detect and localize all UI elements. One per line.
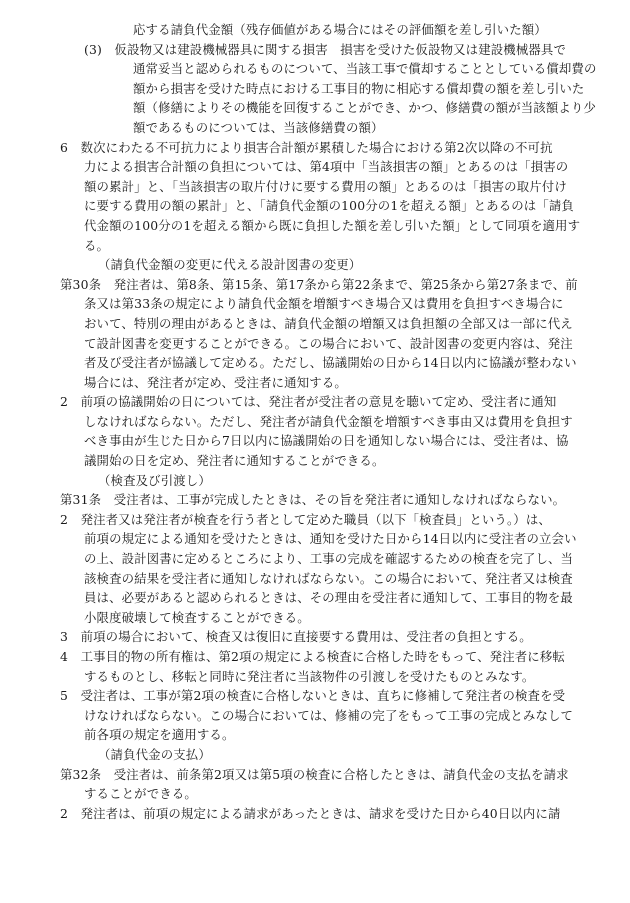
paragraph-continuation-line: 額（修繕によりその機能を回復することができ、かつ、修繕費の額が当該額より少 bbox=[133, 100, 597, 116]
paragraph-first-line: 2 発注者は、前項の規定による請求があったときは、請求を受けた日から40日以内に請 bbox=[60, 805, 561, 821]
paragraph-first-line: 4 工事目的物の所有権は、第2項の規定による検査に合格した時をもって、発注者に移転 bbox=[60, 649, 565, 664]
paragraph-first-line: （請負代金額の変更に代える設計図書の変更） bbox=[98, 257, 362, 273]
paragraph-continuation-line: (3) 仮設物又は建設機械器具に関する損害 損害を受けた仮設物又は建設機械器具で bbox=[84, 41, 567, 57]
paragraph-continuation-line: 額であるものについては、当該修繕費の額） bbox=[133, 119, 384, 135]
paragraph-continuation-line: おいて、特別の理由があるときは、請負代金額の増額又は負担額の全部又は一部に代え bbox=[84, 315, 573, 331]
paragraph-continuation-line: べき事由が生じた日から7日以内に協議開始の日を通知しない場合には、受注者は、協 bbox=[84, 433, 569, 449]
paragraph-continuation-line: 者及び受注者が協議して定める。ただし、協議開始の日から14日以内に協議が整わない bbox=[84, 355, 577, 371]
paragraph-continuation-line: 前各項の規定を適用する。 bbox=[84, 727, 235, 743]
paragraph-continuation-line: 議開始の日を定め、発注者に通知することができる。 bbox=[84, 453, 385, 469]
text-block bbox=[60, 510, 620, 628]
paragraph-first-line: 2 前項の協議開始の日については、発注者が受注者の意見を聴いて定め、受注者に通知 bbox=[60, 394, 557, 410]
text-block bbox=[60, 20, 620, 138]
paragraph-continuation-line: 力による損害合計額の負担については、第4項中「当該損害の額」とあるのは「損害の bbox=[84, 159, 569, 175]
paragraph-continuation-line: 員は、必要があると認められるときは、その理由を受注者に通知して、工事目的物を最 bbox=[84, 590, 573, 606]
text-block bbox=[60, 275, 620, 393]
paragraph-continuation-line: けなければならない。この場合においては、修補の完了をもって工事の完成とみなして bbox=[84, 707, 574, 723]
paragraph-continuation-line: る。 bbox=[84, 237, 110, 253]
paragraph-continuation-line: 小限度破壊して検査することができる。 bbox=[84, 609, 310, 625]
paragraph-continuation-line: 額の累計」と、「当該損害の取片付けに要する費用の額」とあるのは「損害の取片付け bbox=[84, 178, 567, 194]
paragraph-continuation-line: の上、設計図書に定めるところにより、工事の完成を確認するための検査を完了し、当 bbox=[84, 551, 574, 567]
paragraph-first-line: 第31条 受注者は、工事が完成したときは、その旨を発注者に通知しなければならない。 bbox=[60, 492, 566, 508]
paragraph-continuation-line: 場合には、発注者が定め、受注者に通知する。 bbox=[84, 374, 347, 390]
text-block bbox=[60, 765, 620, 804]
paragraph-continuation-line: 該検査の結果を受注者に通知しなければならない。この場合において、発注者又は検査 bbox=[84, 570, 573, 586]
paragraph-continuation-line: 代金額の100分の1を超える額から既に負担した額を差し引いた額」として同項を適用す bbox=[84, 217, 581, 233]
text-block bbox=[60, 490, 620, 510]
text-block bbox=[60, 138, 620, 256]
text-block bbox=[60, 471, 620, 491]
text-block bbox=[60, 392, 620, 470]
paragraph-continuation-line: て設計図書を変更することができる。この場合において、設計図書の変更内容は、発注 bbox=[84, 335, 573, 351]
paragraph-continuation-line: しなければならない。ただし、発注者が請負代金額を増額すべき事由又は費用を負担す bbox=[84, 413, 573, 429]
paragraph-first-line: 5 受注者は、工事が第2項の検査に合格しないときは、直ちに修補して発注者の検査を受 bbox=[60, 688, 566, 704]
text-block bbox=[60, 804, 620, 824]
paragraph-first-line: 第30条 発注者は、第8条、第15条、第17条から第22条まで、第25条から第27条まで、前 bbox=[60, 276, 578, 292]
paragraph-continuation-line: 通常妥当と認められるものについて、当該工事で償却することとしている償却費の bbox=[133, 61, 597, 77]
paragraph-first-line: （検査及び引渡し） bbox=[98, 472, 211, 488]
text-block bbox=[60, 686, 620, 745]
paragraph-first-line: （請負代金の支払） bbox=[98, 746, 211, 762]
paragraph-continuation-line: に要する費用の額の累計」と、「請負代金額の100分の1を超える額」とあるのは「請負 bbox=[84, 198, 574, 214]
paragraph-first-line: 第32条 受注者は、前条第2項又は第5項の検査に合格したときは、請負代金の支払を請求 bbox=[60, 766, 569, 782]
paragraph-continuation-line: 条又は第33条の規定により請負代金額を増額すべき場合又は費用を負担すべき場合に bbox=[84, 296, 564, 312]
paragraph-first-line: 応する請負代金額（残存価値がある場合にはその評価額を差し引いた額） bbox=[133, 22, 547, 37]
paragraph-continuation-line: 前項の規定による通知を受けたときは、通知を受けた日から14日以内に受注者の立会い bbox=[84, 531, 577, 547]
paragraph-first-line: 2 発注者又は発注者が検査を行う者として定めた職員（以下「検査員」という。）は、 bbox=[60, 511, 551, 527]
text-block bbox=[60, 627, 620, 647]
contract-text-body bbox=[60, 20, 620, 823]
text-block bbox=[60, 745, 620, 765]
paragraph-first-line: 3 前項の場合において、検査又は復旧に直接要する費用は、受注者の負担とする。 bbox=[60, 629, 532, 645]
paragraph-continuation-line: することができる。 bbox=[84, 786, 197, 802]
text-block bbox=[60, 255, 620, 275]
paragraph-first-line: 6 数次にわたる不可抗力により損害合計額が累積した場合における第2次以降の不可抗 bbox=[60, 139, 553, 155]
paragraph-continuation-line: 額から損害を受けた時点における工事目的物に相応する償却費の額を差し引いた bbox=[133, 80, 585, 96]
paragraph-continuation-line: するものとし、移転と同時に発注者に当該物件の引渡しを受けたものとみなす。 bbox=[84, 668, 535, 684]
text-block bbox=[60, 647, 620, 686]
